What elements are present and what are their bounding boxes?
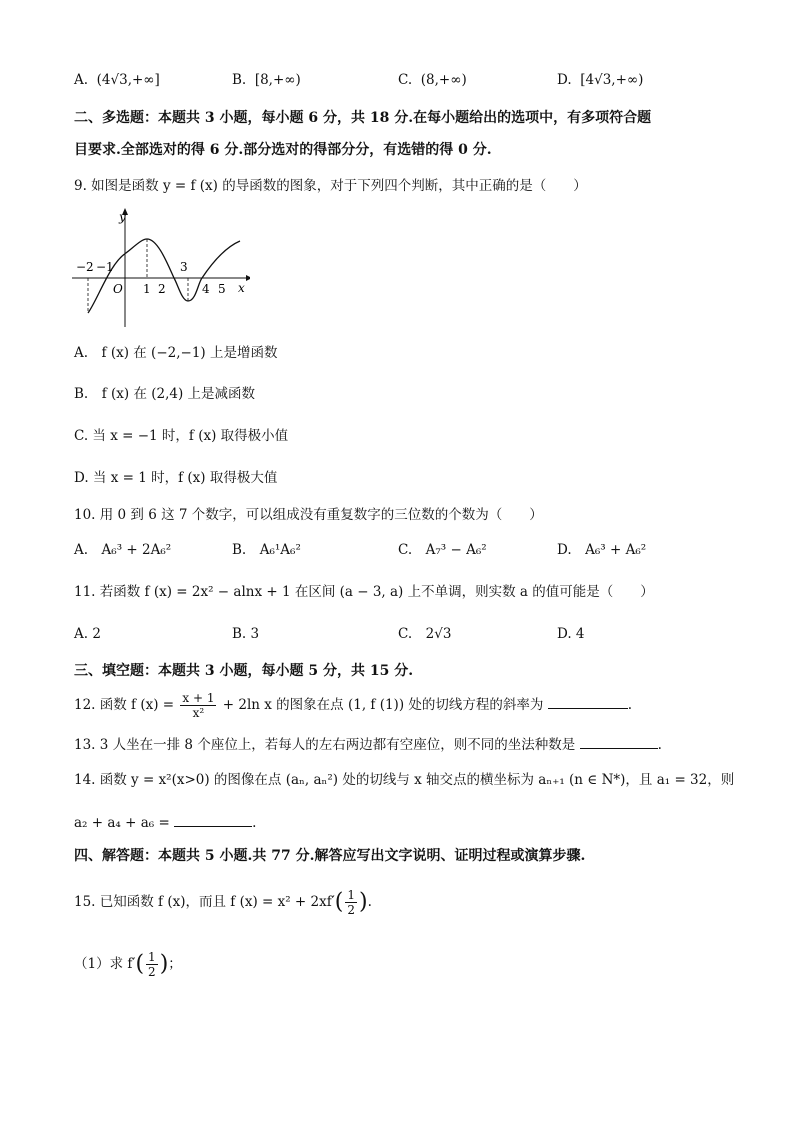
q8-option-b: B. [8,+∞) (232, 72, 301, 88)
q12-prefix: 12. 函数 f (x) = (74, 697, 175, 713)
tick-label-2: 2 (158, 282, 166, 296)
q11-option-d: D. 4 (557, 626, 585, 642)
q10-option-c: C. A₇³ − A₆² (398, 542, 487, 558)
q15-sub1-prefix: （1）求 f′ (74, 956, 136, 972)
q12-fraction-numerator: x + 1 (182, 691, 215, 705)
q12-answer-blank[interactable] (548, 694, 628, 709)
q15-prefix: 15. 已知函数 f (x)，而且 f (x) = x² + 2xf′ (74, 894, 335, 910)
q8-option-c: C. (8,+∞) (398, 72, 467, 88)
q9-option-b: B. f (x) 在 (2,4) 上是减函数 (74, 386, 256, 402)
section2-heading-line2: 目要求.全部选对的得 6 分.部分选对的得部分分，有选错的得 0 分. (74, 142, 492, 158)
q9-option-a: A. f (x) 在 (−2,−1) 上是增函数 (74, 345, 278, 361)
q15-sub1-denominator: 2 (148, 965, 156, 979)
q9-option-c: C. 当 x = −1 时，f (x) 取得极小值 (74, 428, 289, 444)
q11-option-c: C. 2√3 (398, 626, 452, 642)
tick-label-neg2: −2 (76, 260, 94, 274)
tick-label-1: 1 (143, 282, 151, 296)
q15-stem: 15. 已知函数 f (x)，而且 f (x) = x² + 2xf′( $\frac{1}{2}$ ). (74, 888, 372, 917)
q10-option-b: B. A₆¹A₆² (232, 542, 301, 558)
tick-label-5: 5 (218, 282, 226, 296)
tick-label-4: 4 (202, 282, 210, 296)
section2-heading-line1: 二、多选题：本题共 3 小题，每小题 6 分，共 18 分.在每小题给出的选项中，有多项符合题 (74, 110, 652, 126)
q15-sub1-numerator: 1 (148, 950, 156, 964)
q12-end: . (627, 697, 632, 713)
q11-option-a: A. 2 (74, 626, 101, 642)
section4-heading: 四、解答题：本题共 5 小题.共 77 分.解答应写出文字说明、证明过程或演算步骤. (74, 848, 586, 864)
origin-label: O (113, 282, 123, 296)
x-axis-label: x (238, 281, 245, 295)
q15-end: . (367, 894, 372, 910)
q14-stem-line1: 14. 函数 y = x²(x>0) 的图像在点 (aₙ, aₙ²) 处的切线与 x 轴交点的横坐标为 aₙ₊₁ (n ∈ N*)，且 a₁ = 32，则 (74, 772, 735, 788)
q12-fraction (180, 691, 216, 720)
q12-stem (74, 688, 632, 722)
q8-option-d: D. [4√3,+∞) (557, 72, 644, 88)
tick-label-3: 3 (180, 260, 188, 274)
q15-subquestion-1: （1）求 f′( $\frac{1}{2}$ )； (74, 950, 182, 979)
q9-derivative-graph (70, 205, 250, 331)
y-axis-label: y (119, 210, 126, 224)
q13-answer-blank[interactable] (580, 734, 658, 749)
tick-label-neg1: −1 (96, 260, 114, 274)
q9-stem: 9. 如图是函数 y = f (x) 的导函数的图象，对于下列四个判断，其中正确的是（ ） (74, 178, 587, 194)
q8-option-a: A. (4√3,+∞] (74, 72, 160, 88)
q13-end: . (657, 737, 662, 753)
q12-suffix: + 2ln x 的图象在点 (1, f (1)) 处的切线方程的斜率为 (222, 697, 544, 713)
q14-expression: a₂ + a₄ + a₆ = (74, 815, 170, 831)
q15-fraction-denominator: 2 (347, 903, 356, 917)
q14-end: . (252, 815, 257, 831)
q15-fraction-numerator: 1 (347, 888, 356, 902)
q9-option-d: D. 当 x = 1 时，f (x) 取得极大值 (74, 470, 278, 486)
q11-option-b: B. 3 (232, 626, 260, 642)
q15-sub1-fraction (146, 950, 158, 979)
x-axis-arrow-icon (246, 275, 250, 281)
q13-stem (74, 734, 662, 755)
q10-option-d: D. A₆³ + A₆² (557, 542, 647, 558)
q15-fraction (345, 888, 357, 917)
q15-sub1-end: ； (168, 956, 182, 972)
q14-answer-blank[interactable] (174, 812, 252, 827)
derivative-curve (88, 239, 240, 313)
q11-stem: 11. 若函数 f (x) = 2x² − alnx + 1 在区间 (a − 3, a) 上不单调，则实数 a 的值可能是（ ） (74, 584, 654, 600)
q10-option-a: A. A₆³ + 2A₆² (74, 542, 172, 558)
q14-stem-line2 (74, 812, 256, 833)
q13-text: 13. 3 人坐在一排 8 个座位上，若每人的左右两边都有空座位，则不同的坐法种数是 (74, 737, 576, 753)
q10-stem: 10. 用 0 到 6 这 7 个数字，可以组成没有重复数字的三位数的个数为（ ） (74, 507, 543, 523)
q12-fraction-denominator: x² (192, 706, 205, 720)
section3-heading: 三、填空题：本题共 3 小题，每小题 5 分，共 15 分. (74, 663, 414, 679)
